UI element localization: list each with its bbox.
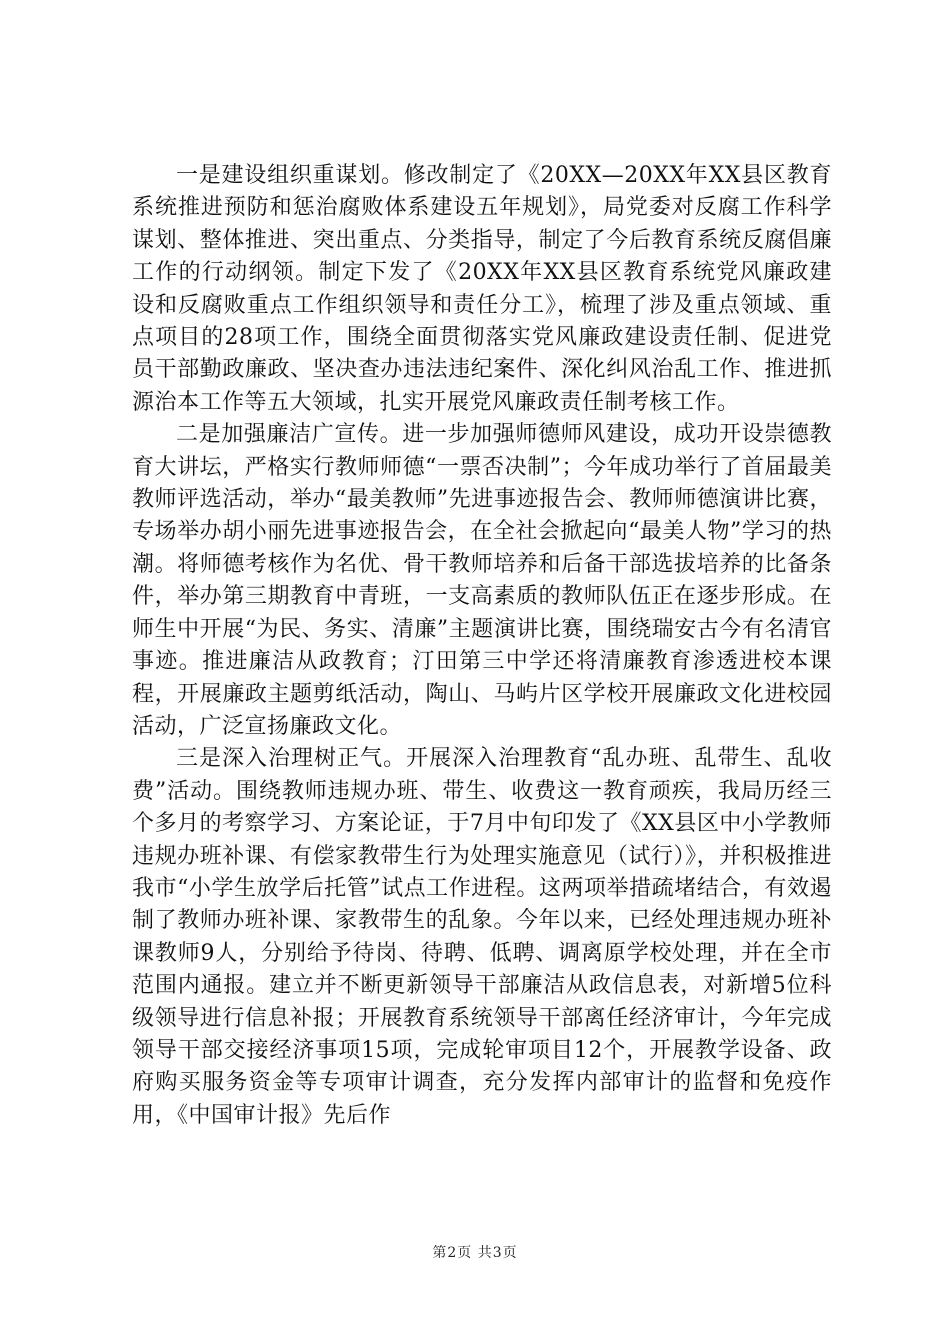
page-footer: 第2页 共3页 [432, 1245, 518, 1261]
paragraph-1: 一是建设组织重谋划。修改制定了《20XX—20XX年XX县区教育系统推进预防和惩治腐败体系建设五年规划》，局党委对反腐工作科学谋划、整体推进、突出重点、分类指导，制定了今后教育系统反腐倡廉工作的行动纲领。制定下发了《20XX年XX县区教育系统党风廉政建设和反腐败重点工作组织领导和责任分工》，梳理了涉及重点领域、重点项目的28项工作，围绕全面贯彻落实党风廉政建设责任制、促进党员干部勤政廉政、坚决查办违法违纪案件、深化纠风治乱工作、推进抓源治本工作等五大领域，扎实开展党风廉政责任制考核工作。 [132, 163, 832, 415]
paragraph-2: 二是加强廉洁广宣传。进一步加强师德师风建设，成功开设崇德教育大讲坛，严格实行教师师德“一票否决制”；今年成功举行了首届最美教师评选活动，举办“最美教师”先进事迹报告会、教师师德演讲比赛，专场举办胡小丽先进事迹报告会，在全社会掀起向“最美人物”学习的热潮。将师德考核作为名优、骨干教师培养和后备干部选拔培养的比备条件，举办第三期教育中青班，一支高素质的教师队伍正在逐步形成。在师生中开展“为民、务实、清廉”主题演讲比赛，围绕瑞安古今有名清官事迹。推进廉洁从政教育；汀田第三中学还将清廉教育渗透进校本课程，开展廉政主题剪纸活动，陶山、马屿片区学校开展廉政文化进校园活动，广泛宣扬廉政文化。 [132, 422, 832, 739]
paragraph-3: 三是深入治理树正气。开展深入治理教育“乱办班、乱带生、乱收费”活动。围绕教师违规办班、带生、收费这一教育顽疾，我局历经三个多月的考察学习、方案论证，于7月中旬印发了《XX县区中小学教师违规办班补课、有偿家教带生行为处理实施意见（试行）》，并积极推进我市“小学生放学后托管”试点工作进程。这两项举措疏堵结合，有效遏制了教师办班补课、家教带生的乱象。今年以来，已经处理违规办班补课教师9人，分别给予待岗、待聘、低聘、调离原学校处理，并在全市范围内通报。建立并不断更新领导干部廉洁从政信息表，对新增5位科级领导进行信息补报；开展教育系统领导干部离任经济审计，今年完成领导干部交接经济事项15项，完成轮审项目12个，开展教学设备、政府购买服务资金等专项审计调查，充分发挥内部审计的监督和免疫作用，《中国审计报》先后作 [132, 746, 832, 1128]
document-body [132, 160, 832, 1132]
